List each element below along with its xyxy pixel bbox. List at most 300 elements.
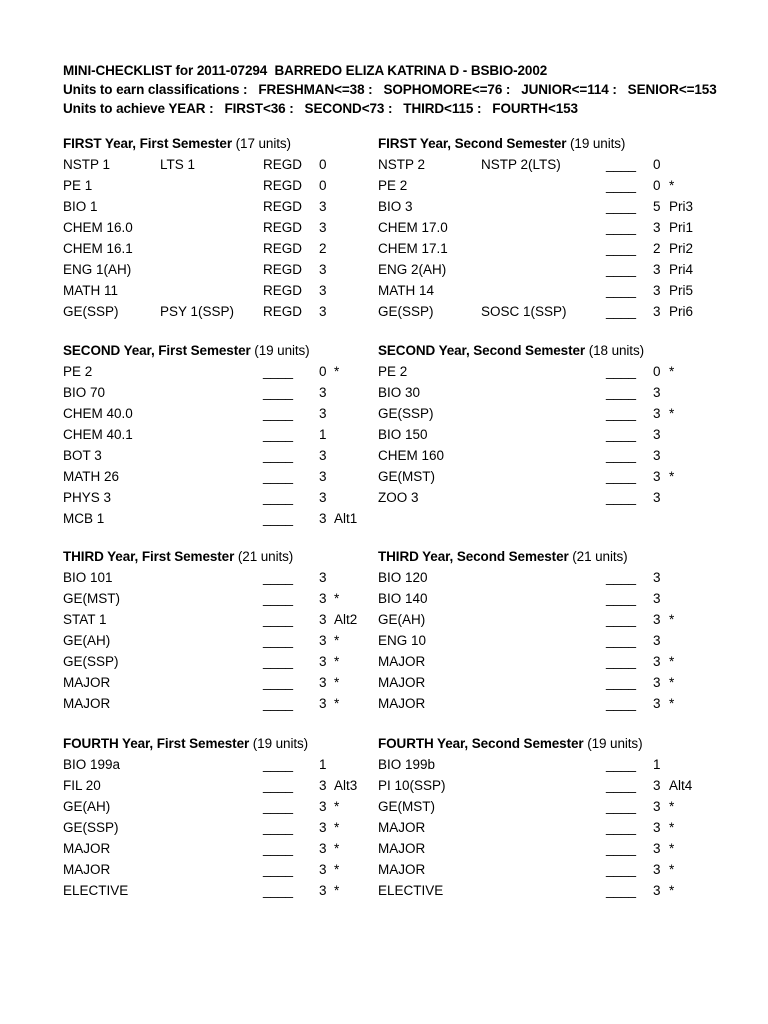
course-status: ____ <box>263 778 294 793</box>
third-year-second-semester <box>378 546 718 714</box>
course-row <box>63 609 403 630</box>
first-year-second-semester <box>378 133 718 322</box>
course-units: 3 <box>653 633 661 648</box>
course-units: 3 <box>319 304 327 319</box>
course-note: Alt1 <box>334 511 358 526</box>
course-status: ____ <box>606 654 637 669</box>
course-row <box>63 280 403 301</box>
third-year-first-semester <box>63 546 403 714</box>
course-code: ZOO 3 <box>378 490 419 505</box>
semester-title-label: SECOND Year, First Semester <box>63 343 251 358</box>
semester-units-total: (19 units) <box>566 136 626 151</box>
course-units: 3 <box>653 778 661 793</box>
course-row <box>378 775 718 796</box>
course-status: ____ <box>263 654 294 669</box>
course-row <box>63 466 403 487</box>
course-note: * <box>334 799 340 814</box>
semester-title-label: THIRD Year, Second Semester <box>378 549 569 564</box>
semester-units-total: (19 units) <box>249 736 309 751</box>
course-row <box>63 817 403 838</box>
course-units: 1 <box>653 757 661 772</box>
course-units: 1 <box>319 757 327 772</box>
course-row <box>378 817 718 838</box>
course-code: GE(SSP) <box>63 654 119 669</box>
semester-title-label: SECOND Year, Second Semester <box>378 343 586 358</box>
course-note: * <box>669 799 675 814</box>
course-code: BIO 199b <box>378 757 436 772</box>
course-status: ____ <box>263 490 294 505</box>
course-code: BIO 1 <box>63 199 98 214</box>
course-note: * <box>669 696 675 711</box>
course-status: ____ <box>606 841 637 856</box>
semester-title-label: FIRST Year, Second Semester <box>378 136 567 151</box>
course-units: 0 <box>319 178 327 193</box>
course-note: * <box>334 820 340 835</box>
course-units: 3 <box>653 696 661 711</box>
course-units: 3 <box>319 820 327 835</box>
course-units: 0 <box>319 364 327 379</box>
semester-units-total: (18 units) <box>585 343 644 358</box>
course-status: REGD <box>263 262 303 277</box>
course-row <box>378 754 718 775</box>
course-units: 3 <box>319 633 327 648</box>
course-units: 3 <box>653 612 661 627</box>
course-code: ENG 2(AH) <box>378 262 447 277</box>
course-code: FIL 20 <box>63 778 101 793</box>
course-status: ____ <box>606 241 637 256</box>
semester-title <box>378 340 718 361</box>
course-note: * <box>669 178 675 193</box>
course-note: * <box>669 364 675 379</box>
course-units: 3 <box>653 220 661 235</box>
course-row <box>378 175 718 196</box>
course-code: MAJOR <box>378 841 426 856</box>
course-note: Alt4 <box>669 778 693 793</box>
course-units: 3 <box>653 283 661 298</box>
course-status: REGD <box>263 178 303 193</box>
course-code: NSTP 1 <box>63 157 111 172</box>
course-units: 3 <box>653 862 661 877</box>
course-row <box>63 154 403 175</box>
course-row <box>378 301 718 322</box>
course-row <box>378 693 718 714</box>
course-status: ____ <box>606 199 637 214</box>
course-row <box>63 672 403 693</box>
course-units: 3 <box>653 654 661 669</box>
course-status: ____ <box>263 570 294 585</box>
course-row <box>63 880 403 901</box>
course-code: BIO 150 <box>378 427 428 442</box>
course-code: MATH 26 <box>63 469 120 484</box>
course-row <box>378 196 718 217</box>
course-row <box>63 775 403 796</box>
course-units: 3 <box>319 675 327 690</box>
course-units: 3 <box>319 570 327 585</box>
course-units: 3 <box>319 199 327 214</box>
course-units: 3 <box>653 448 661 463</box>
course-units: 0 <box>653 364 661 379</box>
course-status: ____ <box>606 469 637 484</box>
course-units: 3 <box>319 841 327 856</box>
course-row <box>378 859 718 880</box>
course-note: Pri3 <box>669 199 694 214</box>
course-status: ____ <box>606 696 637 711</box>
course-status: REGD <box>263 283 303 298</box>
course-status: ____ <box>606 778 637 793</box>
course-note: * <box>334 633 340 648</box>
semester-title <box>63 340 403 361</box>
course-row <box>378 838 718 859</box>
semester-units-total: (17 units) <box>232 136 291 151</box>
course-row <box>378 154 718 175</box>
course-status: ____ <box>606 820 637 835</box>
course-code: PE 1 <box>63 178 93 193</box>
course-code: CHEM 16.1 <box>63 241 133 256</box>
semester-title <box>63 133 403 154</box>
course-status: ____ <box>606 883 637 898</box>
course-units: 3 <box>319 511 327 526</box>
course-units: 3 <box>653 490 661 505</box>
course-code: GE(AH) <box>63 633 111 648</box>
course-status: ____ <box>263 469 294 484</box>
checklist-header <box>63 61 753 118</box>
course-code: MCB 1 <box>63 511 105 526</box>
course-code: PE 2 <box>378 178 408 193</box>
course-status: ____ <box>263 841 294 856</box>
course-units: 3 <box>653 262 661 277</box>
semester-units-total: (19 units) <box>250 343 310 358</box>
course-note: * <box>334 364 340 379</box>
course-code: CHEM 40.0 <box>63 406 133 421</box>
course-status: ____ <box>606 385 637 400</box>
course-row <box>63 175 403 196</box>
course-code: GE(AH) <box>378 612 426 627</box>
course-row <box>63 859 403 880</box>
course-code: MAJOR <box>378 862 426 877</box>
semester-title <box>378 133 718 154</box>
course-status: ____ <box>606 570 637 585</box>
course-code: CHEM 160 <box>378 448 445 463</box>
semester-units-total: (19 units) <box>583 736 643 751</box>
course-units: 3 <box>653 469 661 484</box>
course-row <box>378 567 718 588</box>
course-note: Pri2 <box>669 241 694 256</box>
semester-title-label: FIRST Year, First Semester <box>63 136 232 151</box>
course-status: ____ <box>606 406 637 421</box>
course-row <box>63 196 403 217</box>
course-units: 2 <box>653 241 661 256</box>
course-status: ____ <box>263 612 294 627</box>
course-status: ____ <box>263 406 294 421</box>
course-units: 3 <box>653 841 661 856</box>
course-row <box>378 466 718 487</box>
course-status: ____ <box>606 220 637 235</box>
course-units: 3 <box>319 612 327 627</box>
course-row <box>378 651 718 672</box>
course-status: ____ <box>606 364 637 379</box>
course-row <box>378 672 718 693</box>
course-units: 3 <box>653 883 661 898</box>
course-code: MAJOR <box>63 696 111 711</box>
course-status: ____ <box>606 283 637 298</box>
course-note: * <box>334 675 340 690</box>
course-code: ENG 1(AH) <box>63 262 132 277</box>
course-code: ELECTIVE <box>63 883 129 898</box>
course-units: 3 <box>319 283 327 298</box>
course-status: ____ <box>606 612 637 627</box>
course-row <box>378 445 718 466</box>
course-row <box>378 424 718 445</box>
course-units: 3 <box>319 883 327 898</box>
course-code: GE(MST) <box>378 799 435 814</box>
course-units: 0 <box>319 157 327 172</box>
course-row <box>378 217 718 238</box>
course-status: ____ <box>263 820 294 835</box>
course-code: ENG 10 <box>378 633 427 648</box>
course-note: * <box>669 841 675 856</box>
course-status: ____ <box>606 427 637 442</box>
course-status: ____ <box>263 427 294 442</box>
course-row <box>63 796 403 817</box>
course-code: BIO 30 <box>378 385 421 400</box>
course-row <box>378 588 718 609</box>
fourth-year-first-semester <box>63 733 403 901</box>
course-code: PHYS 3 <box>63 490 112 505</box>
course-row <box>63 361 403 382</box>
first-year-first-semester <box>63 133 403 322</box>
course-units: 3 <box>319 385 327 400</box>
course-units: 3 <box>653 427 661 442</box>
course-units: 3 <box>319 262 327 277</box>
course-row <box>378 238 718 259</box>
course-units: 3 <box>319 220 327 235</box>
course-units: 3 <box>319 469 327 484</box>
course-note: Alt2 <box>334 612 358 627</box>
course-status: ____ <box>263 511 294 526</box>
semester-title-label: THIRD Year, First Semester <box>63 549 235 564</box>
year-units-line: Units to achieve YEAR : FIRST<36 : SECOND<73 : THIRD<115 : FOURTH<153 <box>63 101 578 116</box>
course-row <box>378 403 718 424</box>
course-units: 2 <box>319 241 327 256</box>
course-code: GE(MST) <box>63 591 120 606</box>
course-units: 3 <box>653 820 661 835</box>
course-code: BIO 120 <box>378 570 428 585</box>
semester-title <box>63 733 403 754</box>
course-status: ____ <box>606 591 637 606</box>
semester-title <box>378 546 718 567</box>
course-units: 1 <box>319 427 327 442</box>
course-status: REGD <box>263 199 303 214</box>
course-code: BOT 3 <box>63 448 102 463</box>
course-units: 3 <box>319 778 327 793</box>
course-units: 0 <box>653 157 661 172</box>
course-status: ____ <box>263 799 294 814</box>
course-code: CHEM 16.0 <box>63 220 133 235</box>
course-row <box>378 630 718 651</box>
course-code: GE(MST) <box>378 469 435 484</box>
course-code: BIO 140 <box>378 591 428 606</box>
course-alternate: NSTP 2(LTS) <box>481 157 561 172</box>
course-status: ____ <box>606 490 637 505</box>
course-units: 3 <box>653 385 661 400</box>
second-year-second-semester <box>378 340 718 508</box>
course-status: REGD <box>263 157 303 172</box>
semester-title-label: FOURTH Year, First Semester <box>63 736 250 751</box>
course-code: MAJOR <box>378 820 426 835</box>
course-code: MAJOR <box>378 654 426 669</box>
course-note: * <box>669 654 675 669</box>
course-status: ____ <box>263 591 294 606</box>
course-row <box>63 567 403 588</box>
course-code: STAT 1 <box>63 612 107 627</box>
course-code: MAJOR <box>378 675 426 690</box>
course-code: BIO 101 <box>63 570 113 585</box>
course-code: GE(SSP) <box>378 304 434 319</box>
course-status: ____ <box>263 883 294 898</box>
course-units: 3 <box>319 696 327 711</box>
course-note: Pri6 <box>669 304 694 319</box>
course-status: ____ <box>263 633 294 648</box>
semester-units-total: (21 units) <box>568 549 628 564</box>
course-units: 3 <box>319 448 327 463</box>
course-units: 0 <box>653 178 661 193</box>
course-status: ____ <box>606 157 637 172</box>
course-code: PE 2 <box>378 364 408 379</box>
course-alternate: SOSC 1(SSP) <box>481 304 567 319</box>
fourth-year-second-semester <box>378 733 718 901</box>
course-units: 3 <box>653 406 661 421</box>
course-status: ____ <box>606 799 637 814</box>
course-code: MAJOR <box>378 696 426 711</box>
course-row <box>378 382 718 403</box>
course-row <box>63 588 403 609</box>
course-code: MATH 14 <box>378 283 435 298</box>
course-row <box>378 796 718 817</box>
course-note: * <box>334 654 340 669</box>
course-status: ____ <box>606 178 637 193</box>
course-status: ____ <box>606 862 637 877</box>
course-note: * <box>669 862 675 877</box>
course-status: ____ <box>263 862 294 877</box>
course-status: ____ <box>263 385 294 400</box>
course-row <box>378 259 718 280</box>
course-row <box>63 259 403 280</box>
course-row <box>378 880 718 901</box>
course-status: REGD <box>263 220 303 235</box>
course-row <box>63 838 403 859</box>
course-code: CHEM 40.1 <box>63 427 133 442</box>
course-row <box>63 301 403 322</box>
course-code: GE(SSP) <box>378 406 434 421</box>
course-note: Pri1 <box>669 220 694 235</box>
course-status: REGD <box>263 304 303 319</box>
course-units: 3 <box>319 862 327 877</box>
course-row <box>63 487 403 508</box>
course-row <box>63 424 403 445</box>
course-status: ____ <box>606 757 637 772</box>
course-note: * <box>334 883 340 898</box>
course-note: * <box>669 469 675 484</box>
course-note: * <box>669 612 675 627</box>
course-code: MAJOR <box>63 675 111 690</box>
course-note: * <box>334 862 340 877</box>
course-status: ____ <box>263 757 294 772</box>
course-note: Pri4 <box>669 262 694 277</box>
course-row <box>63 651 403 672</box>
course-row <box>63 693 403 714</box>
course-alternate: PSY 1(SSP) <box>160 304 235 319</box>
course-code: CHEM 17.1 <box>378 241 448 256</box>
course-status: ____ <box>606 262 637 277</box>
course-note: * <box>669 406 675 421</box>
semester-title-label: FOURTH Year, Second Semester <box>378 736 584 751</box>
course-status: ____ <box>606 675 637 690</box>
semester-title <box>63 546 403 567</box>
course-code: GE(AH) <box>63 799 111 814</box>
course-status: ____ <box>606 304 637 319</box>
course-code: BIO 199a <box>63 757 121 772</box>
second-year-first-semester <box>63 340 403 529</box>
course-code: BIO 3 <box>378 199 413 214</box>
course-code: GE(SSP) <box>63 304 119 319</box>
classification-units-line: Units to earn classifications : FRESHMAN<=38 : SOPHOMORE<=76 : JUNIOR<=114 : SENIOR<=153 <box>63 82 717 97</box>
course-units: 3 <box>319 654 327 669</box>
course-units: 3 <box>653 675 661 690</box>
course-code: NSTP 2 <box>378 157 426 172</box>
checklist-title: MINI-CHECKLIST for 2011-07294 BARREDO ELIZA KATRINA D - BSBIO-2002 <box>63 63 548 78</box>
course-note: * <box>669 820 675 835</box>
course-code: CHEM 17.0 <box>378 220 448 235</box>
course-status: ____ <box>263 696 294 711</box>
course-row <box>63 382 403 403</box>
course-code: MATH 11 <box>63 283 119 298</box>
course-row <box>63 754 403 775</box>
course-units: 5 <box>653 199 661 214</box>
semester-units-total: (21 units) <box>234 549 294 564</box>
course-row <box>378 609 718 630</box>
course-note: * <box>669 883 675 898</box>
course-status: ____ <box>263 448 294 463</box>
course-status: REGD <box>263 241 303 256</box>
course-code: PE 2 <box>63 364 93 379</box>
course-code: ELECTIVE <box>378 883 444 898</box>
course-note: * <box>334 696 340 711</box>
course-code: MAJOR <box>63 841 111 856</box>
course-note: Alt3 <box>334 778 358 793</box>
course-row <box>63 217 403 238</box>
course-units: 3 <box>319 591 327 606</box>
course-code: PI 10(SSP) <box>378 778 446 793</box>
course-row <box>378 361 718 382</box>
course-note: * <box>334 841 340 856</box>
course-row <box>63 508 403 529</box>
course-units: 3 <box>319 490 327 505</box>
course-note: * <box>669 675 675 690</box>
course-units: 3 <box>653 304 661 319</box>
course-status: ____ <box>263 364 294 379</box>
course-code: GE(SSP) <box>63 820 119 835</box>
semester-title <box>378 733 718 754</box>
course-row <box>63 238 403 259</box>
course-status: ____ <box>263 675 294 690</box>
course-code: MAJOR <box>63 862 111 877</box>
course-units: 3 <box>319 406 327 421</box>
course-code: BIO 70 <box>63 385 106 400</box>
course-row <box>63 403 403 424</box>
course-note: * <box>334 591 340 606</box>
course-alternate: LTS 1 <box>160 157 196 172</box>
course-row <box>378 280 718 301</box>
